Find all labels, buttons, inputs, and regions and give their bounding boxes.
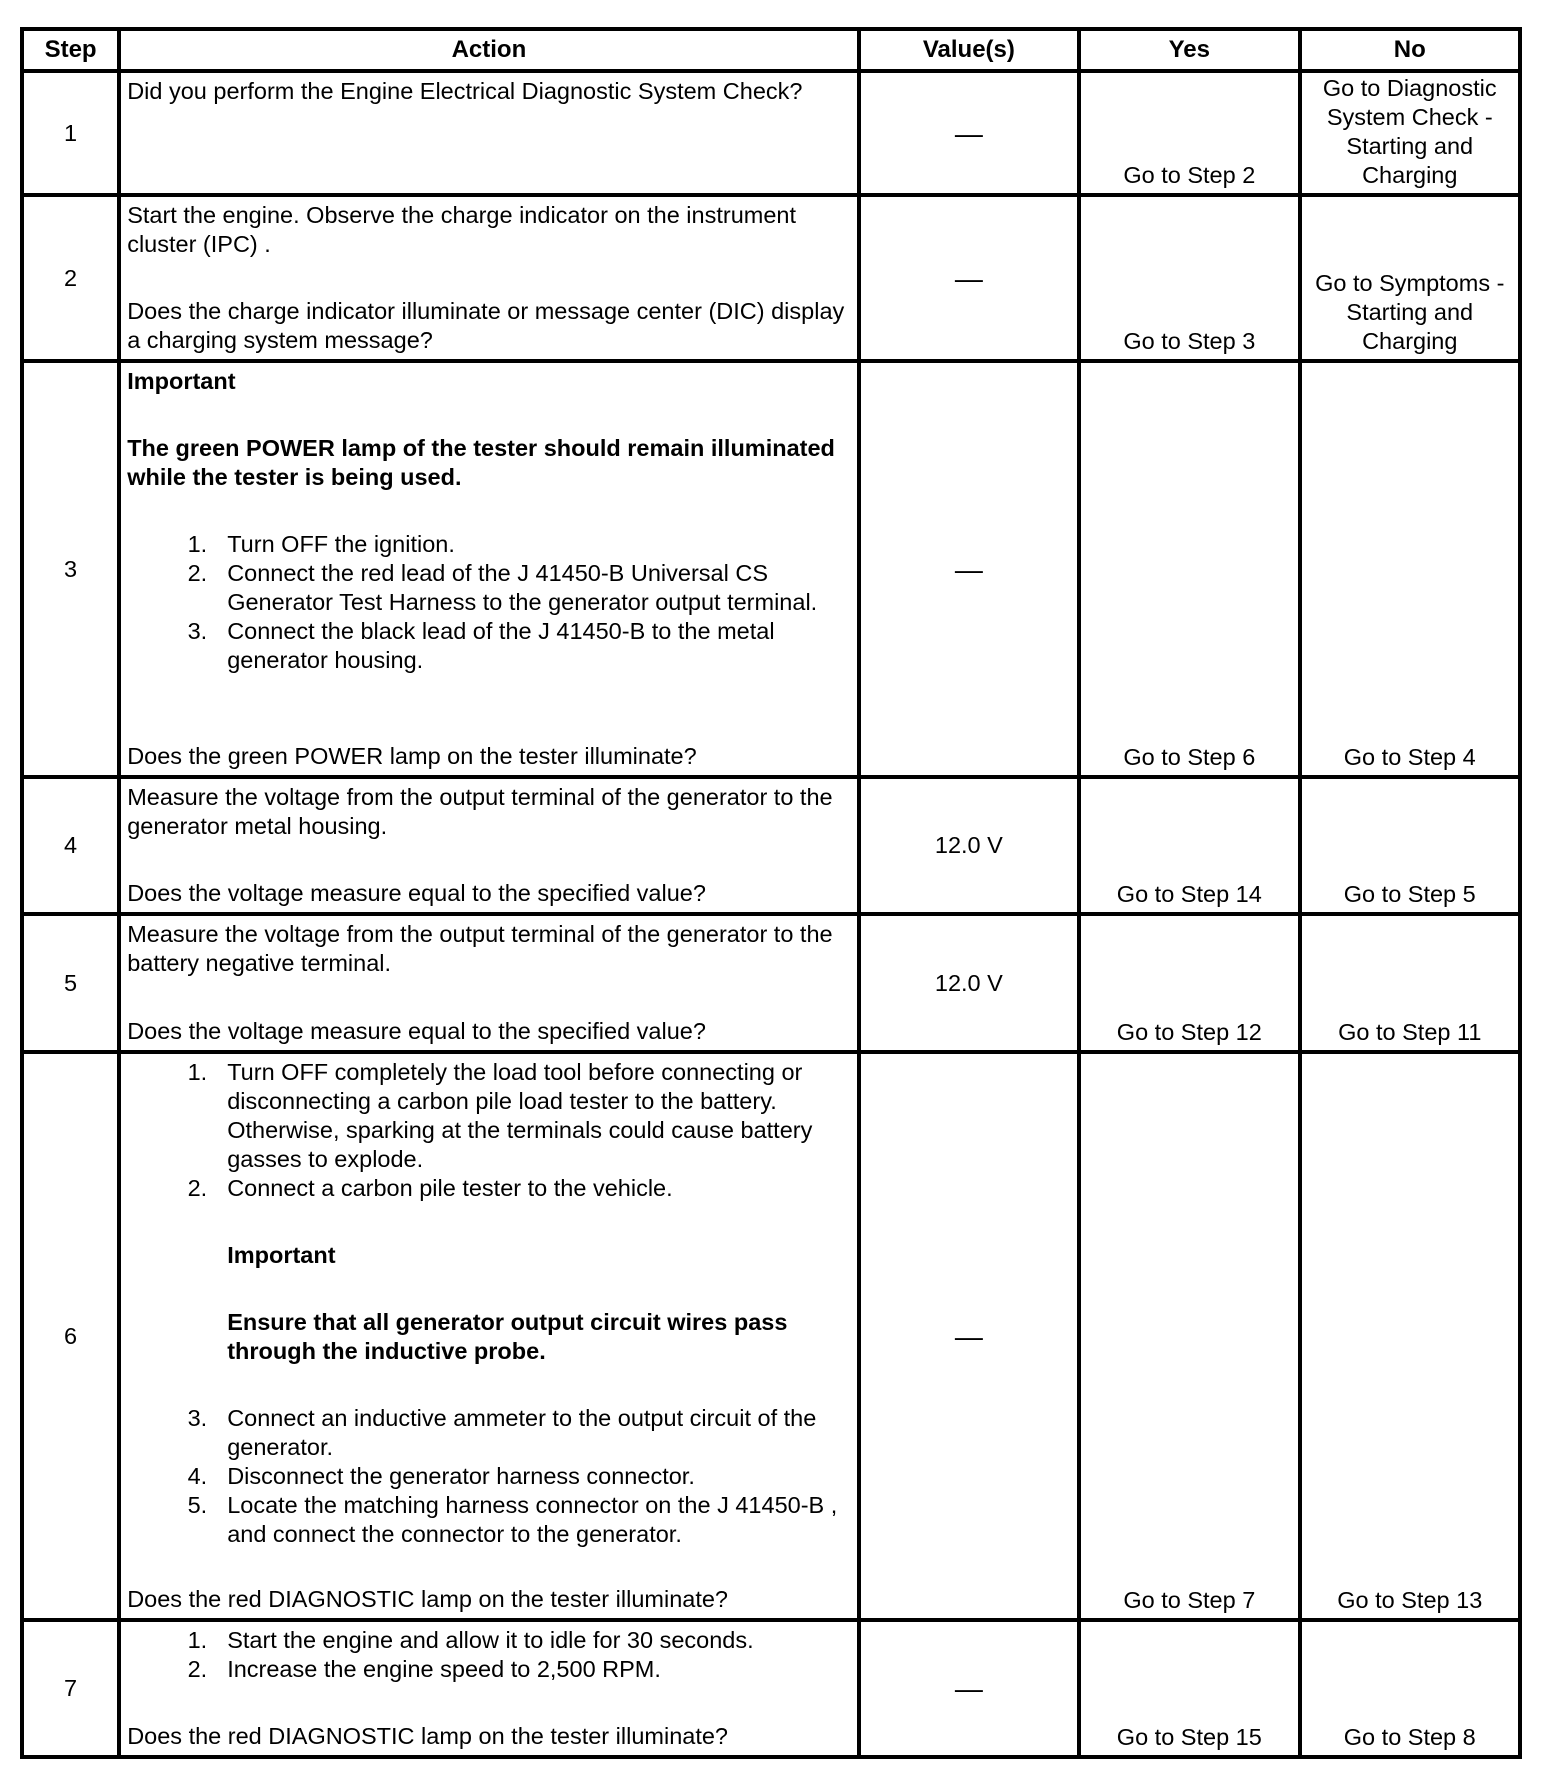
- list-text: Connect a carbon pile tester to the vehicle.: [227, 1175, 673, 1201]
- action-question: Does the voltage measure equal to the specified value?: [127, 880, 706, 906]
- important-label: Important: [127, 368, 236, 394]
- no-cell: [1300, 71, 1520, 195]
- important-label: Important: [227, 1242, 336, 1268]
- step-number: 5: [22, 914, 119, 1052]
- important-text: Ensure that all generator output circuit wires pass through the inductive probe.: [227, 1309, 788, 1364]
- action-question: Does the red DIAGNOSTIC lamp on the tester illuminate?: [127, 1586, 728, 1612]
- diagnostic-table: [20, 27, 1522, 1759]
- yes-cell: Go to Step 15: [1079, 1620, 1299, 1757]
- action-cell: [119, 361, 858, 777]
- yes-cell: Go to Step 14: [1079, 777, 1299, 914]
- table-row: [22, 777, 1520, 914]
- list-number: 3.: [187, 618, 208, 644]
- header-action: Action: [119, 29, 858, 71]
- action-lead: Did you perform the Engine Electrical Diagnostic System Check?: [127, 78, 803, 104]
- value-cell: —: [859, 71, 1079, 195]
- table-row: [22, 361, 1520, 777]
- step-number: 6: [22, 1052, 119, 1620]
- list-text: Start the engine and allow it to idle for 30 seconds.: [227, 1627, 754, 1653]
- list-number: 4.: [187, 1463, 208, 1489]
- step-list: [127, 530, 852, 675]
- step-number: 3: [22, 361, 119, 777]
- list-item: [127, 1462, 852, 1491]
- list-number: 2.: [187, 1656, 208, 1682]
- yes-cell: Go to Step 12: [1079, 914, 1299, 1052]
- yes-cell: Go to Step 6: [1079, 361, 1299, 777]
- list-item: [127, 530, 852, 559]
- list-text: Disconnect the generator harness connector.: [227, 1463, 695, 1489]
- header-no: No: [1300, 29, 1520, 71]
- action-lead: Start the engine. Observe the charge indicator on the instrument cluster (IPC) .: [127, 202, 797, 257]
- action-question: Does the red DIAGNOSTIC lamp on the tester illuminate?: [127, 1723, 728, 1749]
- list-item: [127, 617, 852, 675]
- yes-cell: Go to Step 2: [1079, 71, 1299, 195]
- yes-cell: Go to Step 7: [1079, 1052, 1299, 1620]
- list-text: Connect the red lead of the J 41450-B Universal CS Generator Test Harness to the generator output terminal.: [227, 560, 818, 615]
- yes-cell: Go to Step 3: [1079, 195, 1299, 361]
- list-number: 1.: [187, 1627, 208, 1653]
- header-yes: Yes: [1079, 29, 1299, 71]
- header-step: Step: [22, 29, 119, 71]
- header-values: Value(s): [859, 29, 1079, 71]
- no-cell: [1300, 195, 1520, 361]
- list-item: [127, 1491, 852, 1549]
- list-text: Turn OFF completely the load tool before connecting or disconnecting a carbon pile load tester to the battery. Otherwise, sparking at the terminals could cause battery gasses to explode.: [227, 1059, 813, 1172]
- table-row: [22, 195, 1520, 361]
- list-number: 5.: [187, 1492, 208, 1518]
- action-lead: Measure the voltage from the output terminal of the generator to the battery negative terminal.: [127, 921, 833, 976]
- list-item: [127, 1058, 852, 1174]
- no-cell: Go to Step 4: [1300, 361, 1520, 777]
- no-cell: Go to Step 5: [1300, 777, 1520, 914]
- value-cell: —: [859, 361, 1079, 777]
- action-cell: [119, 1052, 858, 1620]
- action-cell: [119, 914, 858, 1052]
- value-cell: —: [859, 195, 1079, 361]
- step-number: 2: [22, 195, 119, 361]
- action-cell: [119, 71, 858, 195]
- value-cell: 12.0 V: [859, 777, 1079, 914]
- list-number: 3.: [187, 1405, 208, 1431]
- list-item: [127, 1404, 852, 1462]
- no-text: Go to Diagnostic System Check - Starting and Charging: [1322, 75, 1497, 188]
- no-cell: Go to Step 11: [1300, 914, 1520, 1052]
- action-lead: Measure the voltage from the output terminal of the generator to the generator metal housing.: [127, 784, 833, 839]
- header-row: [22, 29, 1520, 71]
- list-number: 2.: [187, 1175, 208, 1201]
- table-row: [22, 914, 1520, 1052]
- list-item: [127, 1626, 852, 1655]
- step-number: 1: [22, 71, 119, 195]
- step-number: 4: [22, 777, 119, 914]
- list-item: [127, 1655, 852, 1684]
- table-row: [22, 71, 1520, 195]
- no-cell: Go to Step 8: [1300, 1620, 1520, 1757]
- list-number: 2.: [187, 560, 208, 586]
- list-item: [127, 1174, 852, 1203]
- action-question: Does the charge indicator illuminate or message center (DIC) display a charging system message?: [127, 298, 845, 353]
- list-number: 1.: [187, 531, 208, 557]
- step-number: 7: [22, 1620, 119, 1757]
- action-question: Does the voltage measure equal to the specified value?: [127, 1018, 706, 1044]
- step-list: [127, 1404, 852, 1549]
- no-text: Go to Symptoms - Starting and Charging: [1315, 270, 1505, 354]
- action-question: Does the green POWER lamp on the tester illuminate?: [127, 743, 697, 769]
- table-row: [22, 1052, 1520, 1620]
- action-cell: [119, 1620, 858, 1757]
- list-text: Connect the black lead of the J 41450-B to the metal generator housing.: [227, 618, 775, 673]
- value-cell: —: [859, 1052, 1079, 1620]
- list-text: Connect an inductive ammeter to the output circuit of the generator.: [227, 1405, 817, 1460]
- list-text: Increase the engine speed to 2,500 RPM.: [227, 1656, 661, 1682]
- value-cell: —: [859, 1620, 1079, 1757]
- action-cell: [119, 777, 858, 914]
- list-item: [127, 559, 852, 617]
- value-cell: 12.0 V: [859, 914, 1079, 1052]
- step-list: [127, 1626, 852, 1684]
- step-list: [127, 1058, 852, 1203]
- list-text: Locate the matching harness connector on the J 41450-B , and connect the connector to the generator.: [227, 1492, 838, 1547]
- table-row: [22, 1620, 1520, 1757]
- list-text: Turn OFF the ignition.: [227, 531, 455, 557]
- action-cell: [119, 195, 858, 361]
- no-cell: Go to Step 13: [1300, 1052, 1520, 1620]
- important-text: The green POWER lamp of the tester should remain illuminated while the tester is being used.: [127, 435, 835, 490]
- list-number: 1.: [187, 1059, 208, 1085]
